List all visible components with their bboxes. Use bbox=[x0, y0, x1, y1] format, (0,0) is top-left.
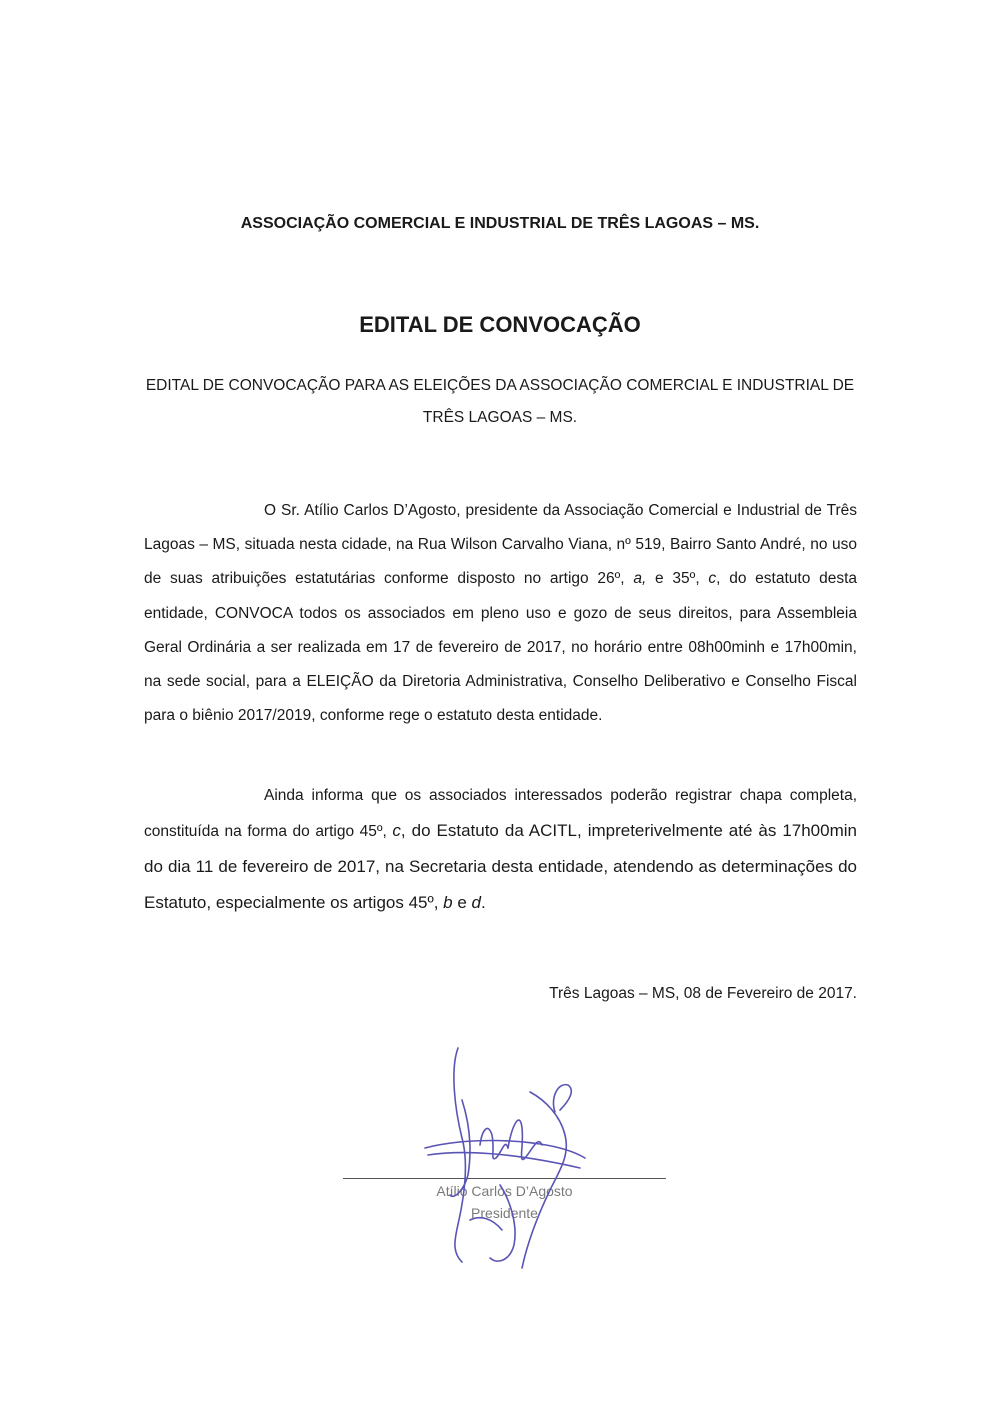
paragraph2-text-1: Ainda informa que os associados interessados poderão registrar chapa completa, constituída na forma do artigo 45º, bbox=[144, 787, 857, 840]
organization-header: ASSOCIAÇÃO COMERCIAL E INDUSTRIAL DE TRÊS LAGOAS – MS. bbox=[240, 215, 760, 232]
paragraph1-italic-c: c bbox=[708, 570, 717, 588]
paragraph2-text-4: . bbox=[481, 893, 486, 912]
paragraph2-italic-c: c bbox=[392, 821, 401, 840]
paragraph2-italic-b: b bbox=[443, 893, 453, 912]
paragraph1-text-2: e 35º, bbox=[646, 570, 709, 588]
paragraph1-italic-a: a, bbox=[633, 570, 647, 588]
document-title: EDITAL DE CONVOCAÇÃO bbox=[359, 312, 641, 337]
paragraph2-italic-d: d bbox=[471, 893, 481, 912]
paragraph2-text-2: , do Estatuto da ACITL, impreterivelmente até às 17h00min do dia 11 de fevereiro de 2017, na Secretaria desta entidade, atendendo as determinações do Estatuto, especialmente os artigos 45º, bbox=[144, 821, 857, 912]
paragraph1-text-1: O Sr. Atílio Carlos D’Agosto, presidente da Associação Comercial e Industrial de Três Lagoas – MS, situada nesta cidade, na Rua Wilson Carvalho Viana, nº 519, Bairro Santo André, no uso de suas atribuições estatutárias conforme disposto no artigo 26º, bbox=[144, 502, 857, 588]
signer-role: Presidente bbox=[471, 1205, 538, 1221]
paragraph2-text-3: e bbox=[452, 893, 472, 912]
paragraph1-text-3: , do estatuto desta entidade, CONVOCA todos os associados em pleno uso e gozo de seus direitos, para Assembleia Geral Ordinária a ser realizada em 17 de fevereiro de 2017, no horário entre 08h00minh e 17h00min, na sede social, para a ELEIÇÃO da Diretoria Administrativa, Conselho Deliberativo e Conselho Fiscal para o biênio 2017/2019, conforme rege o estatuto desta entidade. bbox=[144, 570, 858, 725]
signer-name: Atílio Carlos D’Agosto bbox=[436, 1183, 573, 1199]
handwritten-signature bbox=[410, 1040, 610, 1280]
place-date-line: Três Lagoas – MS, 08 de Fevereiro de 2017. bbox=[549, 985, 857, 1002]
document-subtitle: EDITAL DE CONVOCAÇÃO PARA AS ELEIÇÕES DA ASSOCIAÇÃO COMERCIAL E INDUSTRIAL DE TRÊS LAGOAS – MS. bbox=[145, 377, 855, 426]
